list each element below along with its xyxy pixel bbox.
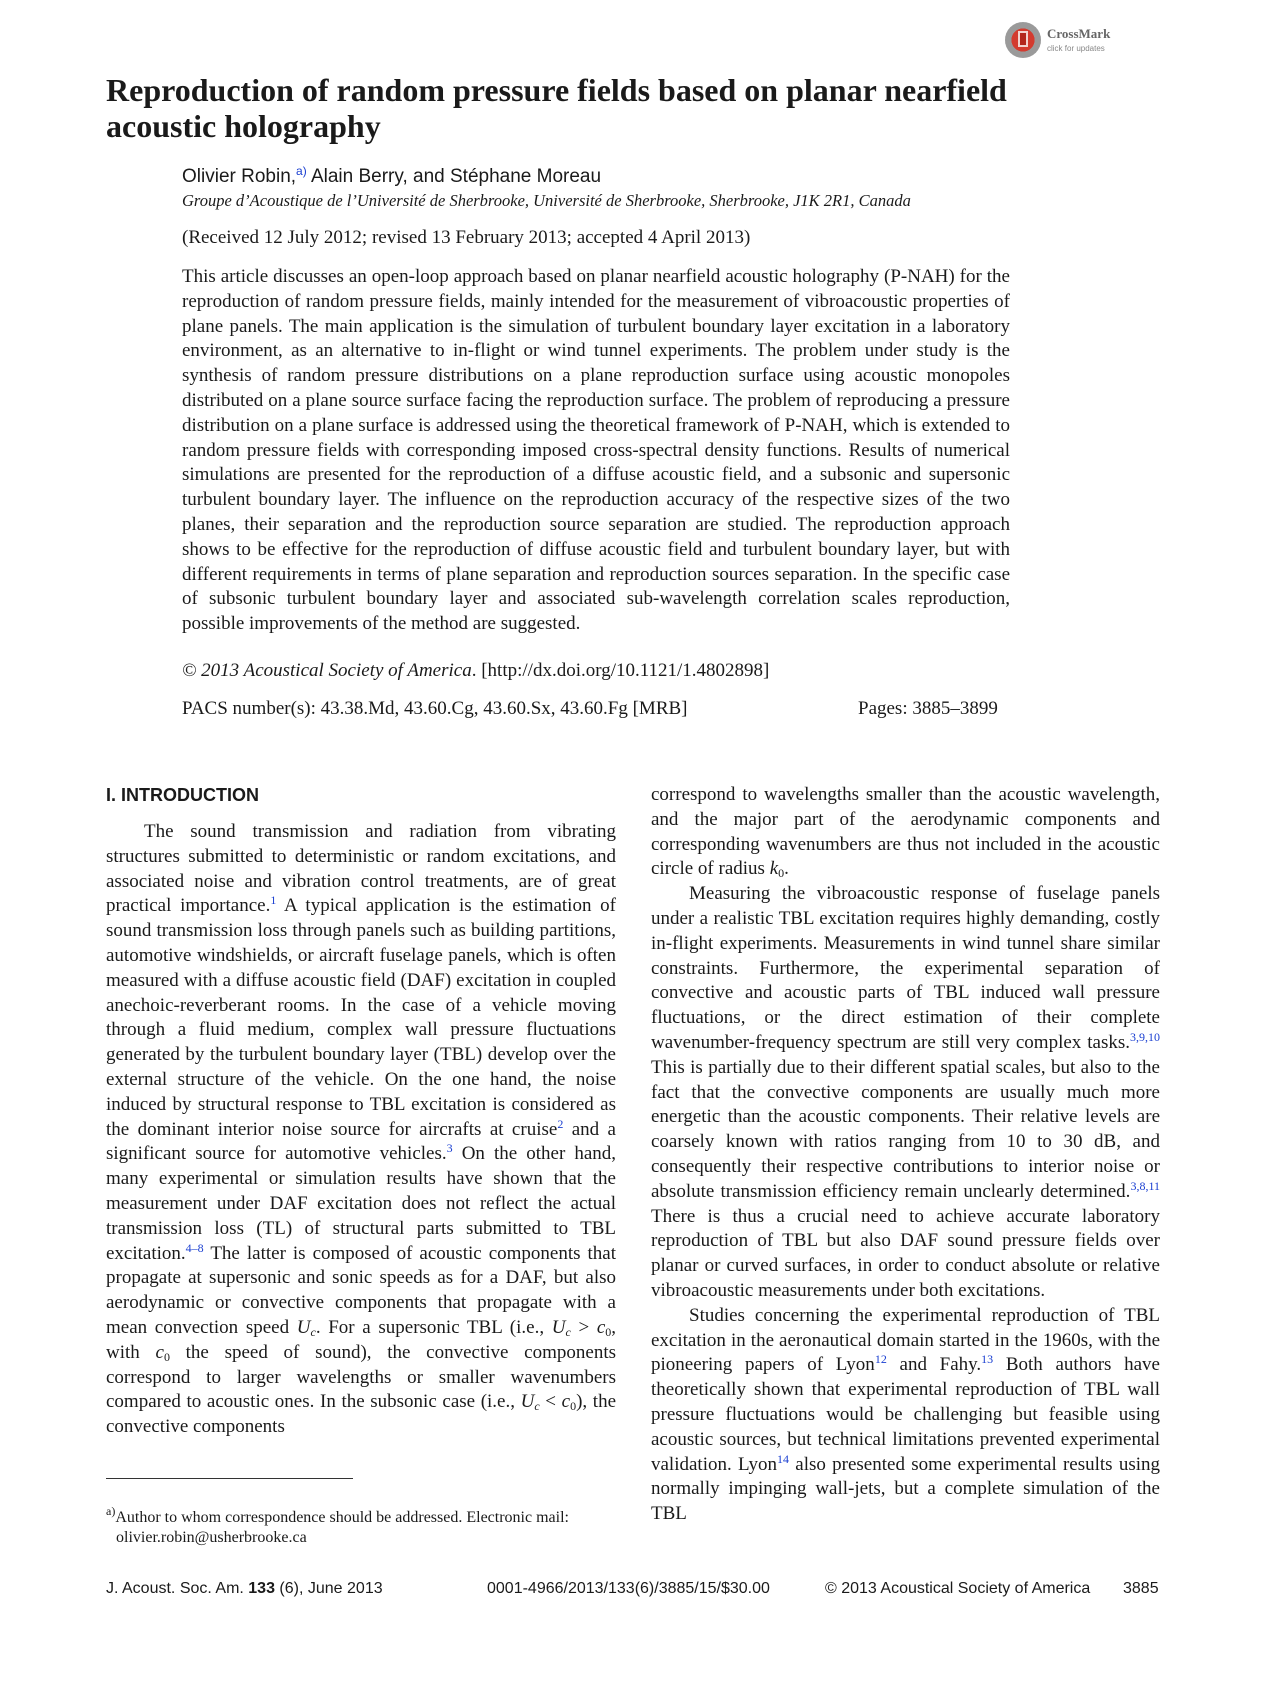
page-range: Pages: 3885–3899 bbox=[858, 698, 998, 719]
crossmark-icon bbox=[1005, 22, 1041, 58]
footer-society: © 2013 Acoustical Society of America bbox=[825, 1580, 1091, 1597]
left-column bbox=[106, 820, 616, 1440]
footnote bbox=[106, 1504, 616, 1548]
footnote-divider bbox=[106, 1478, 353, 1479]
citation-link[interactable]: 14 bbox=[777, 1451, 790, 1466]
footnote-mark: a) bbox=[106, 1504, 116, 1518]
paragraph: Studies concerning the experimental reproduction of TBL excitation in the aeronautical domain started in the 1960s, with the pioneering papers of Lyon$^{12}$ and Fahy.$^{13}$ Both authors have theoretically shown that experimental reproduction of TBL wall pressure fluctuations would be challenging but feasible using acoustic sources, but technical limitations prevented experimental validation. Lyon$^{14}$ also presented some experimental results using normally impinging wall-jets, but a complete simulation of the TBL bbox=[651, 1304, 1160, 1525]
citation-link[interactable]: 13 bbox=[981, 1352, 994, 1367]
section-heading: I. INTRODUCTION bbox=[106, 785, 259, 805]
citation-link[interactable]: 3,9,10 bbox=[1130, 1029, 1160, 1044]
footer-journal: J. Acoust. Soc. Am. 133 (6), June 2013 bbox=[106, 1580, 383, 1597]
citation-link[interactable]: 12 bbox=[874, 1352, 887, 1367]
copyright-doi bbox=[182, 660, 769, 682]
footer-volume: 133 bbox=[248, 1580, 275, 1597]
paragraph: Measuring the vibroacoustic response of fuselage panels under a realistic TBL excitation requires highly demanding, costly in-flight experiments. Measurements in wind tunnel share similar constraints. Furthermore, the experimental separation of convective and acoustic parts of TBL induced wall pressure fluctuations, or the direct estimation of their complete wavenumber-frequency spectrum are still very complex tasks.$^{3,9,10}$ This is partially due to their different spatial scales, but also to the fact that the convective components are usually much more energetic than the acoustic components. Their relative levels are coarsely known with ratios ranging from 10 to 30 dB, and consequently their respective contributions to interior noise or absolute transmission efficiency remain unclearly determined.$^{3,8,11}$ There is thus a crucial need to achieve accurate laboratory reproduction of TBL but also DAF sound pressure fields over planar or curved surfaces, in order to conduct absolute or relative vibroacoustic measurements under both excitations. bbox=[651, 883, 1160, 1301]
author-footnote-mark[interactable]: a) bbox=[296, 164, 307, 178]
paragraph: The sound transmission and radiation from vibrating structures submitted to deterministic or random excitations, and associated noise and vibration control treatments, are of great practical importance.$^1$ A typical application is the estimation of sound transmission loss through panels such as building partitions, automotive windshields, or aircraft fuselage panels, which is often measured with a diffuse acoustic field (DAF) excitation in coupled anechoic-reverberant rooms. In the case of a vehicle moving through a fluid medium, complex wall pressure fluctuations generated by the turbulent boundary layer (TBL) develop over the external structure of the vehicle. On the one hand, the noise induced by structural response to TBL excitation is considered as the dominant interior noise source for aircrafts at cruise$^2$ and a significant source for automotive vehicles.$^3$ On the other hand, many experimental or simulation results have shown that the measurement under DAF excitation does not reflect the actual transmission loss (TL) of structural parts submitted to TBL excitation.$^{4-8}$ The latter is composed of acoustic components that propagate at supersonic and sonic speeds as for a DAF, but also aerodynamic or convective components that propagate with a mean convection speed $U_c$. For a supersonic TBL (i.e., $U_c > c_0$, with $c_0$ the speed of sound), the convective components correspond to larger wavelengths or smaller wavenumbers compared to acoustic ones. In the subsonic case (i.e., $U_c < c_0$), the convective components bbox=[106, 821, 617, 1438]
footnote-text: Author to whom correspondence should be addressed. Electronic mail: bbox=[115, 1509, 569, 1526]
crossmark-sublabel: click for updates bbox=[1047, 44, 1105, 53]
right-column bbox=[651, 783, 1160, 1527]
author-rest: Alain Berry, and Stéphane Moreau bbox=[306, 166, 602, 187]
crossmark-badge[interactable] bbox=[1005, 18, 1115, 62]
crossmark-label: CrossMark bbox=[1047, 26, 1111, 41]
received-dates: (Received 12 July 2012; revised 13 February 2013; accepted 4 April 2013) bbox=[182, 227, 751, 248]
article-title: Reproduction of random pressure fields based on planar nearfield acoustic holography bbox=[106, 72, 1007, 144]
paragraph: correspond to wavelengths smaller than the acoustic wavelength, and the major part of the aerodynamic components and corresponding wavenumbers are thus not included in the acoustic circle of radius $k_0$. bbox=[651, 784, 1160, 881]
citation-link[interactable]: 1 bbox=[270, 893, 277, 908]
citation-link[interactable]: 3,8,11 bbox=[1130, 1178, 1160, 1193]
copyright-society: © 2013 Acoustical Society of America bbox=[182, 660, 472, 681]
footnote-email[interactable]: olivier.robin@usherbrooke.ca bbox=[116, 1529, 307, 1546]
footer-page-number: 3885 bbox=[1123, 1580, 1159, 1597]
abstract: This article discusses an open-loop approach based on planar nearfield acoustic holography (P-NAH) for the reproduction of random pressure fields, mainly intended for the measurement of vibroacoustic properties of plane panels. The main application is the simulation of turbulent boundary layer excitation in a laboratory environment, as an alternative to in-flight or wind tunnel experiments. The problem under study is the synthesis of random pressure distributions on a plane reproduction surface using acoustic monopoles distributed on a plane source surface facing the reproduction surface. The problem of reproducing a pressure distribution on a plane surface is addressed using the theoretical framework of P-NAH, which is extended to random pressure fields with corresponding imposed cross-spectral density functions. Results of numerical simulations are presented for the reproduction of a diffuse acoustic field, and a subsonic and supersonic turbulent boundary layer. The influence on the reproduction accuracy of the respective sizes of the two planes, their separation and the reproduction source separation are studied. The reproduction approach shows to be effective for the reproduction of diffuse acoustic field and turbulent boundary layer, but with different requirements in terms of plane separation and reproduction sources separation. In the specific case of subsonic turbulent boundary layer and associated sub-wavelength correlation scales reproduction, possible improvements of the method are suggested. bbox=[182, 266, 1010, 635]
pacs-numbers: PACS number(s): 43.38.Md, 43.60.Cg, 43.60.Sx, 43.60.Fg [MRB] bbox=[182, 698, 688, 719]
footer-code: 0001-4966/2013/133(6)/3885/15/$30.00 bbox=[487, 1580, 770, 1597]
author-first: Olivier Robin, bbox=[182, 166, 297, 187]
citation-link[interactable]: 4–8 bbox=[185, 1240, 204, 1255]
citation-link[interactable]: 2 bbox=[557, 1116, 564, 1131]
citation-link[interactable]: 3 bbox=[446, 1141, 453, 1156]
doi-link[interactable]: . [http://dx.doi.org/10.1121/1.4802898] bbox=[471, 660, 770, 681]
author-list bbox=[182, 166, 601, 188]
affiliation: Groupe d’Acoustique de l’Université de Sherbrooke, Université de Sherbrooke, Sherbrooke, J1K 2R1, Canada bbox=[182, 191, 911, 210]
